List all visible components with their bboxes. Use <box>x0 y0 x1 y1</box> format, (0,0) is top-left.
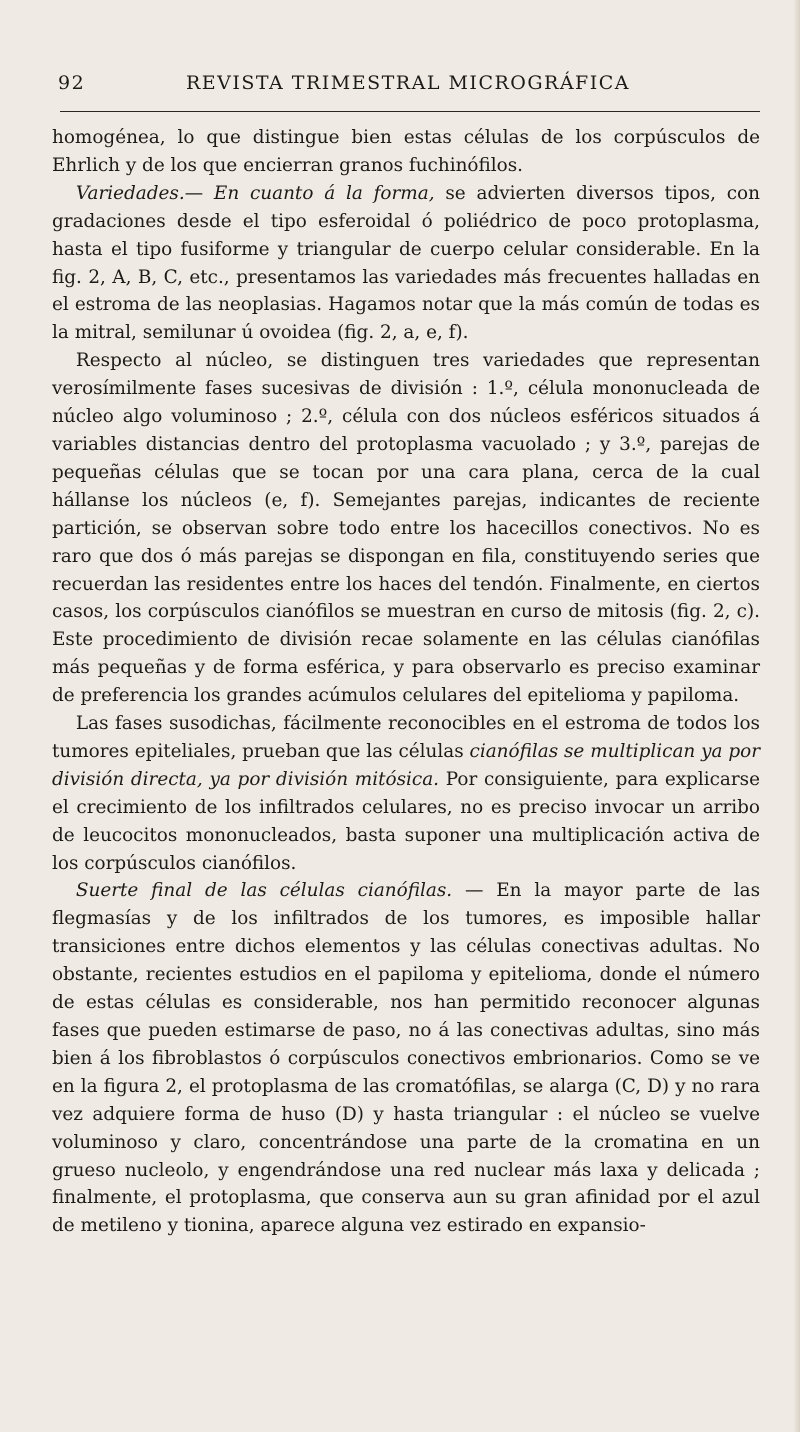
paragraph-1 <box>52 124 760 180</box>
paragraph-text: Por consiguiente, para explicarse el crecimiento de los infiltrados celulares, no es preciso invocar un arribo de leucocitos mononucleados, basta suponer una multiplicación activa de los corpúsculos cianófilos. <box>52 768 760 874</box>
section-heading-suerte-final: Suerte final de las células cianófilas. <box>75 880 453 902</box>
paragraph-2 <box>52 180 760 347</box>
heading-dash: — <box>184 182 214 204</box>
page-number: 92 <box>58 72 86 94</box>
italic-statement: cianófilas se multiplican ya por división directa, ya por división mitósica. <box>52 740 760 790</box>
journal-title: REVISTA TRIMESTRAL MICROGRÁFICA <box>185 72 631 94</box>
header-rule <box>60 111 760 112</box>
paragraph-4 <box>52 710 760 877</box>
paragraph-text: se advierten diversos tipos, con gradaciones desde el tipo esferoidal ó poliédrico de poco protoplasma, hasta el tipo fusiforme y triangular de cuerpo celular considerable. En la fig. 2, A, B, C, etc., presentamos las variedades más frecuentes halladas en el estroma de las neoplasias. Hagamos notar que la más común de todas es la mitral, semilunar ú ovoidea (fig. 2, a, e, f). <box>52 182 760 344</box>
paragraph-text: Respecto al núcleo, se distinguen tres variedades que representan verosímilmente fases sucesivas de división : 1.º, célula mononucleada de núcleo algo voluminoso ; 2.º, célula con dos núcleos esféricos situados á variables distancias dentro del protoplasma vacuolado ; y 3.º, parejas de pequeñas células que se tocan por una cara plana, cerca de la cual hállanse los núcleos (e, f). Semejantes parejas, indicantes de reciente partición, se observan sobre todo entre los hacecillos conectivos. No es raro que dos ó más parejas se dispongan en fila, constituyendo series que recuerdan las residentes entre los haces del tendón. Finalmente, en ciertos casos, los corpúsculos cianófilos se muestran en curso de mitosis (fig. 2, c). Este procedimiento de división recae solamente en las células cianófilas más pequeñas y de forma esférica, y para observarlo es preciso examinar de preferencia los grandes acúmulos celulares del epitelioma y papiloma. <box>52 350 760 707</box>
running-header <box>58 72 758 108</box>
paragraph-text: homogénea, lo que distingue bien estas células de los corpúsculos de Ehrlich y de los que encierran granos fuchinófilos. <box>52 127 760 176</box>
article-body <box>52 124 760 1240</box>
paragraph-text: Las fases susodichas, fácilmente reconocibles en el estroma de todos los tumores epiteliales, prueban que las células <box>52 713 760 762</box>
paragraph-3 <box>52 347 760 710</box>
page-edge-shadow <box>793 0 800 1432</box>
italic-lead: En cuanto á la forma, <box>213 182 435 204</box>
paragraph-5 <box>52 877 760 1240</box>
section-heading-variedades: Variedades. <box>75 182 185 204</box>
paragraph-text: — En la mayor parte de las flegmasías y de los infiltrados de los tumores, es imposible hallar transiciones entre dichos elementos y las células conectivas adultas. No obstante, recientes estudios en el papiloma y epitelioma, donde el número de estas células es considerable, nos han permitido reconocer algunas fases que pueden estimarse de paso, no á las conectivas adultas, sino más bien á los fibroblastos ó corpúsculos conectivos embrionarios. Como se ve en la figura 2, el protoplasma de las cromatófilas, se alarga (C, D) y no rara vez adquiere forma de huso (D) y hasta triangular : el núcleo se vuelve voluminoso y claro, concentrándose una parte de la cromatina en un grueso nucleolo, y engendrándose una red nuclear más laxa y delicada ; finalmente, el protoplasma, que conserva aun su gran afinidad por el azul de metileno y tionina, aparece alguna vez estirado en expansio- <box>52 880 761 1237</box>
